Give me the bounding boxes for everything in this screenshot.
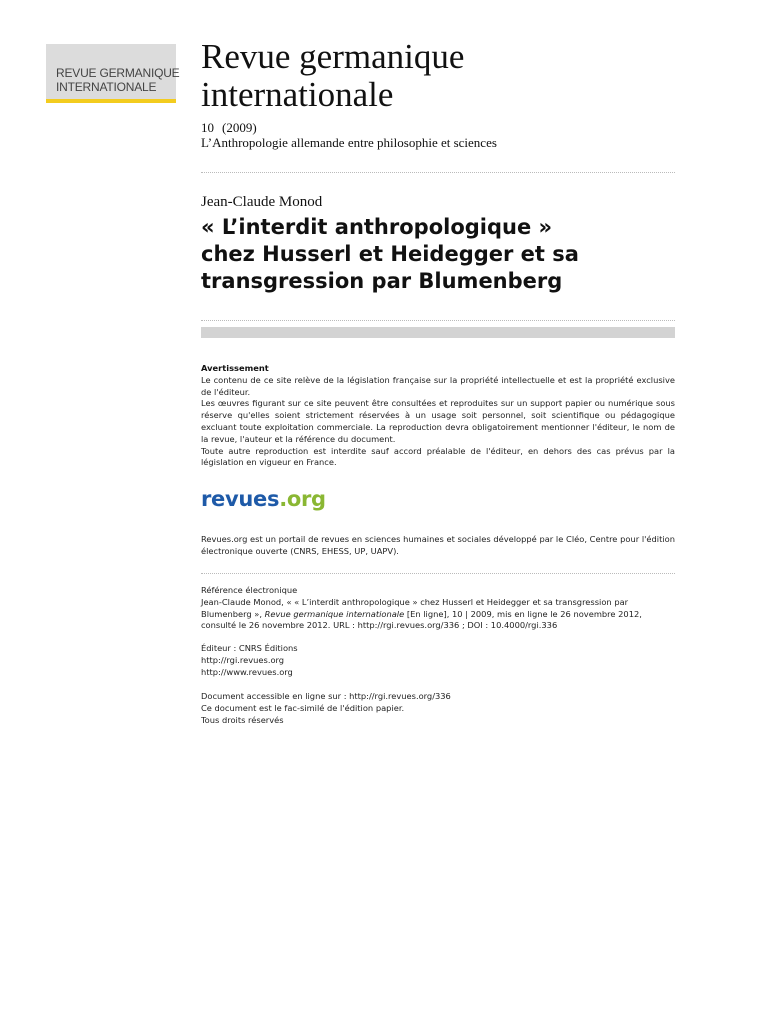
citation-journal: Revue germanique internationale <box>264 608 405 619</box>
warning-paragraph-3: Toute autre reproduction est interdite sauf accord préalable de l'éditeur, en dehors des cas prévus par la législation en vigueur en France. <box>201 445 675 468</box>
journal-url-link[interactable]: http://rgi.revues.org <box>201 654 285 665</box>
journal-logo-text <box>56 66 180 94</box>
revues-url-link[interactable]: http://www.revues.org <box>201 666 293 677</box>
revues-org-logo[interactable] <box>201 486 326 512</box>
access-info <box>201 691 675 726</box>
journal-title-line-1: Revue germanique <box>201 37 465 76</box>
warning-heading: Avertissement <box>201 363 269 373</box>
warning-section <box>201 363 675 469</box>
issue-year: (2009) <box>222 120 257 135</box>
article-title-line-1: « L’interdit anthropologique » <box>201 215 553 239</box>
document-url[interactable]: Document accessible en ligne sur : http://rgi.revues.org/336 <box>201 691 451 701</box>
revues-logo-part-2: .org <box>279 487 326 511</box>
citation-text-after: [En ligne], 10 | 2009, mis en ligne le 26 novembre 2012, consulté le 26 novembre 2012. URL : http://rgi.revues.org/336 ; DOI : 10.4000/rgi.336 <box>201 608 642 631</box>
publisher-name: Éditeur : CNRS Éditions <box>201 643 298 653</box>
divider <box>201 573 675 574</box>
issue-info <box>201 120 497 150</box>
electronic-reference <box>201 585 675 632</box>
divider <box>201 172 675 173</box>
article-author: Jean-Claude Monod <box>201 194 323 210</box>
article-title-line-3: transgression par Blumenberg <box>201 269 563 293</box>
divider <box>201 320 675 321</box>
revues-logo-part-1: revues <box>201 487 280 511</box>
issue-theme: L’Anthropologie allemande entre philosophie et sciences <box>201 135 497 150</box>
facsimile-note: Ce document est le fac-similé de l'édition papier. <box>201 702 405 713</box>
warning-paragraph-1: Le contenu de ce site relève de la législation française sur la propriété intellectuelle et est la propriété exclusive de l'éditeur. <box>201 374 675 397</box>
journal-title-line-2: internationale <box>201 75 394 114</box>
reference-citation <box>201 597 675 632</box>
journal-title <box>201 38 681 114</box>
issue-number: 10 <box>201 120 214 135</box>
citation-text-before: Jean-Claude Monod, « « L’interdit anthropologique » chez Husserl et Heidegger et sa transgression par Blumenberg », <box>201 596 629 619</box>
logo-line-1: REVUE GERMANIQUE <box>56 66 180 80</box>
grey-band <box>201 327 675 338</box>
warning-paragraph-2: Les œuvres figurant sur ce site peuvent être consultées et reproduites sur un support papier ou numérique sous réserve qu'elles soient strictement réservées à un usage soit personnel, soit scientifique ou pédagogique excluant toute exploitation commerciale. La reproduction devra obligatoirement mentionner l'éditeur, le nom de la revue, l'auteur et la référence du document. <box>201 398 675 444</box>
reference-heading: Référence électronique <box>201 585 298 595</box>
article-title-line-2: chez Husserl et Heidegger et sa <box>201 242 579 266</box>
rights-note: Tous droits réservés <box>201 714 284 725</box>
publisher-info <box>201 643 675 678</box>
journal-logo <box>46 44 180 103</box>
portal-description: Revues.org est un portail de revues en sciences humaines et sociales développé par le Cléo, Centre pour l'édition électronique ouverte (CNRS, EHESS, UP, UAPV). <box>201 534 675 556</box>
article-title <box>201 214 675 295</box>
logo-line-2: INTERNATIONALE <box>56 80 157 94</box>
